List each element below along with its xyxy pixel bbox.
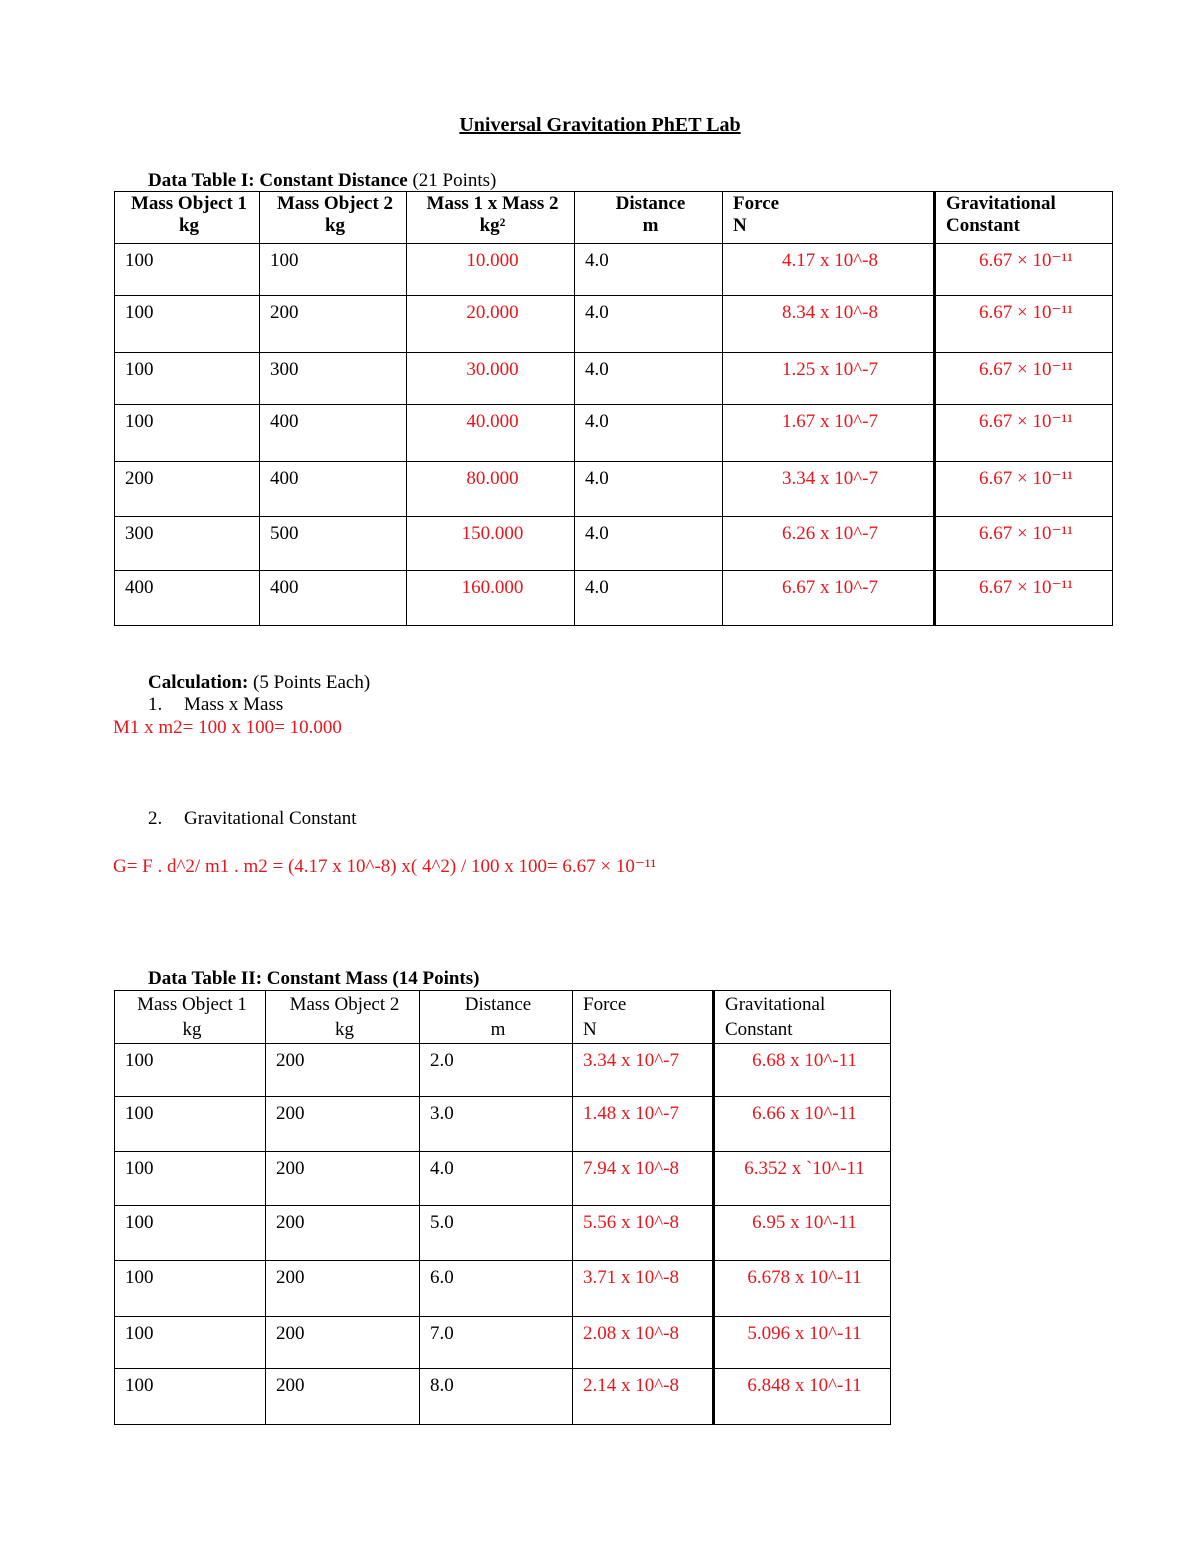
cell-mass-product: 30.000 [407, 353, 575, 405]
cell-mass2: 400 [260, 462, 407, 517]
cell-mass2: 200 [266, 1097, 420, 1152]
table-row [115, 462, 1113, 517]
table2-header-force: Force N [573, 991, 714, 1044]
cell-force: 1.25 x 10^-7 [723, 353, 935, 405]
cell-mass2: 200 [266, 1044, 420, 1097]
calc-item1-label: Mass x Mass [184, 694, 284, 715]
cell-distance: 4.0 [420, 1152, 573, 1206]
cell-force: 6.26 x 10^-7 [723, 517, 935, 571]
table-row [115, 517, 1113, 571]
cell-force: 5.56 x 10^-8 [573, 1206, 714, 1261]
cell-grav-constant: 6.67 × 10⁻¹¹ [935, 353, 1113, 405]
table-row [115, 571, 1113, 626]
data-table-constant-distance [114, 191, 1113, 626]
table-row [115, 1097, 891, 1152]
table-row [115, 1044, 891, 1097]
cell-mass1: 100 [115, 244, 260, 296]
cell-mass-product: 10.000 [407, 244, 575, 296]
cell-distance: 8.0 [420, 1369, 573, 1425]
cell-force: 7.94 x 10^-8 [573, 1152, 714, 1206]
cell-mass1: 100 [115, 1152, 266, 1206]
cell-mass1: 100 [115, 353, 260, 405]
cell-distance: 4.0 [575, 244, 723, 296]
cell-mass1: 100 [115, 1369, 266, 1425]
cell-grav-constant: 6.67 × 10⁻¹¹ [935, 462, 1113, 517]
calc-item1-num: 1. [148, 694, 163, 715]
cell-mass2: 500 [260, 517, 407, 571]
table2-header-distance: Distance m [420, 991, 573, 1044]
cell-distance: 4.0 [575, 405, 723, 462]
table2-header-mass2: Mass Object 2 kg [266, 991, 420, 1044]
calc-item2-label: Gravitational Constant [184, 808, 357, 829]
cell-mass1: 200 [115, 462, 260, 517]
cell-distance: 4.0 [575, 353, 723, 405]
cell-force: 2.08 x 10^-8 [573, 1317, 714, 1369]
cell-distance: 3.0 [420, 1097, 573, 1152]
cell-mass2: 300 [260, 353, 407, 405]
table1-caption-bold: Data Table I: Constant Distance [148, 170, 408, 191]
cell-mass-product: 150.000 [407, 517, 575, 571]
table1-header-mass-product: Mass 1 x Mass 2 kg² [407, 192, 575, 244]
cell-mass-product: 160.000 [407, 571, 575, 626]
table-row [115, 1317, 891, 1369]
cell-mass2: 200 [266, 1261, 420, 1317]
cell-distance: 4.0 [575, 517, 723, 571]
cell-mass2: 200 [266, 1369, 420, 1425]
cell-grav-constant: 6.68 x 10^-11 [714, 1044, 891, 1097]
cell-force: 2.14 x 10^-8 [573, 1369, 714, 1425]
cell-grav-constant: 6.67 × 10⁻¹¹ [935, 571, 1113, 626]
cell-mass1: 100 [115, 1097, 266, 1152]
cell-mass-product: 40.000 [407, 405, 575, 462]
cell-grav-constant: 6.848 x 10^-11 [714, 1369, 891, 1425]
table-row [115, 244, 1113, 296]
cell-mass1: 400 [115, 571, 260, 626]
cell-mass-product: 80.000 [407, 462, 575, 517]
cell-distance: 2.0 [420, 1044, 573, 1097]
table2-header-grav-constant: Gravitational Constant [714, 991, 891, 1044]
calc-item2-answer: G= F . d^2/ m1 . m2 = (4.17 x 10^-8) x( 4^2) / 100 x 100= 6.67 × 10⁻¹¹ [113, 856, 657, 877]
cell-force: 4.17 x 10^-8 [723, 244, 935, 296]
table2-header-row [115, 991, 891, 1044]
cell-grav-constant: 6.67 × 10⁻¹¹ [935, 244, 1113, 296]
cell-mass1: 100 [115, 405, 260, 462]
cell-force: 6.67 x 10^-7 [723, 571, 935, 626]
calculation-heading-bold: Calculation: [148, 672, 249, 693]
calculation-heading [148, 672, 370, 694]
calc-item1-answer: M1 x m2= 100 x 100= 10.000 [113, 717, 342, 738]
cell-mass2: 200 [266, 1317, 420, 1369]
cell-mass1: 300 [115, 517, 260, 571]
table1-caption [148, 170, 496, 192]
cell-distance: 4.0 [575, 571, 723, 626]
table2-caption: Data Table II: Constant Mass (14 Points) [148, 968, 480, 989]
calculation-heading-rest: (5 Points Each) [248, 672, 371, 693]
cell-grav-constant: 6.67 × 10⁻¹¹ [935, 517, 1113, 571]
table-row [115, 1206, 891, 1261]
page-title: Universal Gravitation PhET Lab [459, 114, 741, 136]
data-table-constant-mass [114, 990, 891, 1425]
table-row [115, 1152, 891, 1206]
cell-distance: 5.0 [420, 1206, 573, 1261]
table1-header-grav-constant: Gravitational Constant [935, 192, 1113, 244]
cell-distance: 7.0 [420, 1317, 573, 1369]
table2-header-mass1: Mass Object 1 kg [115, 991, 266, 1044]
cell-mass2: 200 [266, 1206, 420, 1261]
table1-header-mass1: Mass Object 1 kg [115, 192, 260, 244]
table1-caption-rest: (21 Points) [407, 170, 497, 191]
cell-distance: 4.0 [575, 462, 723, 517]
cell-grav-constant: 5.096 x 10^-11 [714, 1317, 891, 1369]
cell-mass2: 400 [260, 405, 407, 462]
cell-mass1: 100 [115, 1261, 266, 1317]
cell-mass2: 400 [260, 571, 407, 626]
cell-force: 8.34 x 10^-8 [723, 296, 935, 353]
table-row [115, 296, 1113, 353]
cell-mass2: 200 [266, 1152, 420, 1206]
table1-header-mass2: Mass Object 2 kg [260, 192, 407, 244]
cell-distance: 4.0 [575, 296, 723, 353]
cell-grav-constant: 6.352 x `10^-11 [714, 1152, 891, 1206]
cell-force: 1.67 x 10^-7 [723, 405, 935, 462]
cell-mass2: 100 [260, 244, 407, 296]
cell-grav-constant: 6.95 x 10^-11 [714, 1206, 891, 1261]
cell-force: 3.71 x 10^-8 [573, 1261, 714, 1317]
table1-header-row [115, 192, 1113, 244]
cell-mass1: 100 [115, 1044, 266, 1097]
cell-mass-product: 20.000 [407, 296, 575, 353]
cell-grav-constant: 6.67 × 10⁻¹¹ [935, 296, 1113, 353]
cell-mass1: 100 [115, 296, 260, 353]
cell-force: 3.34 x 10^-7 [573, 1044, 714, 1097]
cell-grav-constant: 6.66 x 10^-11 [714, 1097, 891, 1152]
cell-force: 3.34 x 10^-7 [723, 462, 935, 517]
table1-header-force: Force N [723, 192, 935, 244]
cell-force: 1.48 x 10^-7 [573, 1097, 714, 1152]
table-row [115, 405, 1113, 462]
cell-grav-constant: 6.67 × 10⁻¹¹ [935, 405, 1113, 462]
table1-header-distance: Distance m [575, 192, 723, 244]
table-row [115, 1261, 891, 1317]
table-row [115, 1369, 891, 1425]
table-row [115, 353, 1113, 405]
cell-grav-constant: 6.678 x 10^-11 [714, 1261, 891, 1317]
cell-distance: 6.0 [420, 1261, 573, 1317]
cell-mass1: 100 [115, 1206, 266, 1261]
cell-mass1: 100 [115, 1317, 266, 1369]
cell-mass2: 200 [260, 296, 407, 353]
calc-item2-num: 2. [148, 808, 163, 829]
